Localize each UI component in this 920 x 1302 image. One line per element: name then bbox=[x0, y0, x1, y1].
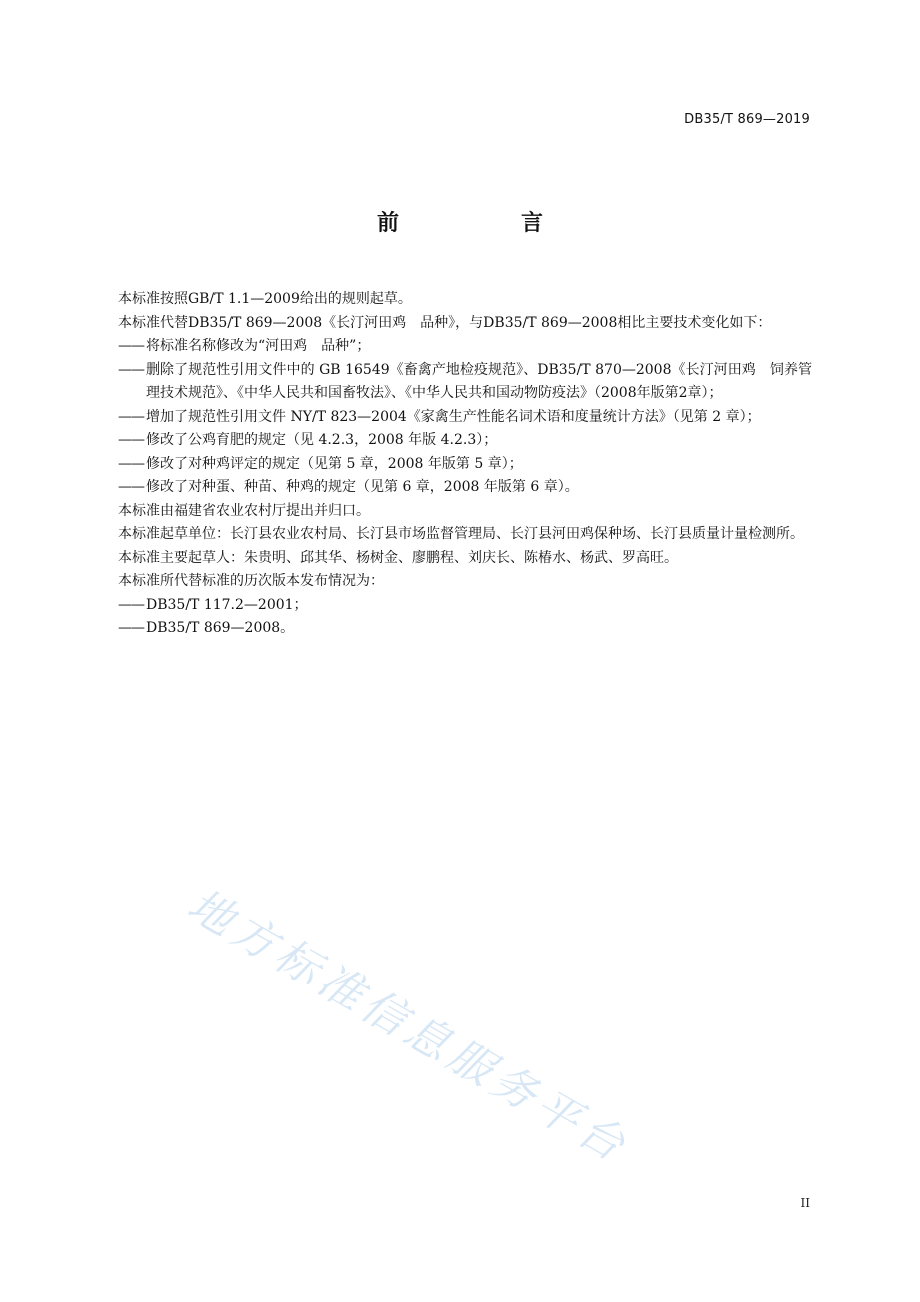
paragraph-proposer: 本标准由福建省农业农村厅提出并归口。 bbox=[118, 502, 370, 519]
change-item bbox=[90, 453, 812, 477]
change-item-text: 增加了规范性引用文件 NY/T 823—2004《家禽生产性能名词术语和度量统计方法》（见第 2 章）； bbox=[146, 408, 761, 425]
dash-marker: —— bbox=[118, 455, 144, 472]
change-item-text: 修改了公鸡育肥的规定（见 4.2.3，2008 年版 4.2.3）； bbox=[146, 432, 498, 448]
change-item-text: 修改了对种鸡评定的规定（见第 5 章，2008 年版第 5 章）； bbox=[146, 455, 523, 472]
history-item bbox=[90, 617, 812, 641]
change-item-text: 将标准名称修改为“河田鸡 品种”； bbox=[146, 338, 371, 354]
history-item-text: DB35/T 869—2008。 bbox=[146, 620, 295, 636]
dash-marker: —— bbox=[118, 479, 144, 495]
dash-marker: —— bbox=[118, 361, 144, 378]
change-item bbox=[90, 335, 812, 359]
dash-marker: —— bbox=[118, 432, 144, 448]
dash-marker: —— bbox=[118, 620, 144, 636]
page-title: 前 言 bbox=[376, 211, 593, 236]
watermark: 地方标准信息服务平台 bbox=[179, 879, 638, 1174]
paragraph-history-intro: 本标准所代替标准的历次版本发布情况为： bbox=[118, 573, 384, 589]
foreword-body bbox=[90, 288, 812, 641]
history-item bbox=[90, 594, 812, 618]
page-number: II bbox=[800, 1196, 810, 1210]
dash-marker: —— bbox=[118, 408, 144, 425]
change-item-text: 删除了规范性引用文件中的 GB 16549《畜禽产地检疫规范》、DB35/T 870—2008《长汀河田鸡 饲养管理技术规范》、《中华人民共和国畜牧法》、《中华人民共和国动物防疫法》（2008年版第2章）； bbox=[146, 361, 812, 401]
change-item bbox=[90, 429, 812, 453]
dash-marker: —— bbox=[118, 338, 144, 354]
paragraph-drafters: 本标准主要起草人：朱贵明、邱其华、杨树金、廖鹏程、刘庆长、陈椿水、杨武、罗高旺。 bbox=[118, 549, 678, 566]
paragraph-drafting-units: 本标准起草单位：长汀县农业农村局、长汀县市场监督管理局、长汀县河田鸡保种场、长汀县质量计量检测所。 bbox=[118, 526, 804, 542]
dash-marker: —— bbox=[118, 596, 144, 613]
change-item bbox=[90, 476, 812, 500]
change-item bbox=[90, 359, 812, 406]
document-code: DB35/T 869—2019 bbox=[684, 112, 810, 127]
change-item-text: 修改了对种蛋、种苗、种鸡的规定（见第 6 章，2008 年版第 6 章）。 bbox=[146, 479, 579, 495]
change-item bbox=[90, 406, 812, 430]
paragraph-drafting-rules: 本标准按照GB/T 1.1—2009给出的规则起草。 bbox=[118, 291, 412, 307]
history-item-text: DB35/T 117.2—2001； bbox=[146, 596, 308, 613]
paragraph-replacement: 本标准代替DB35/T 869—2008《长汀河田鸡 品种》，与DB35/T 869—2008相比主要技术变化如下： bbox=[118, 314, 772, 331]
